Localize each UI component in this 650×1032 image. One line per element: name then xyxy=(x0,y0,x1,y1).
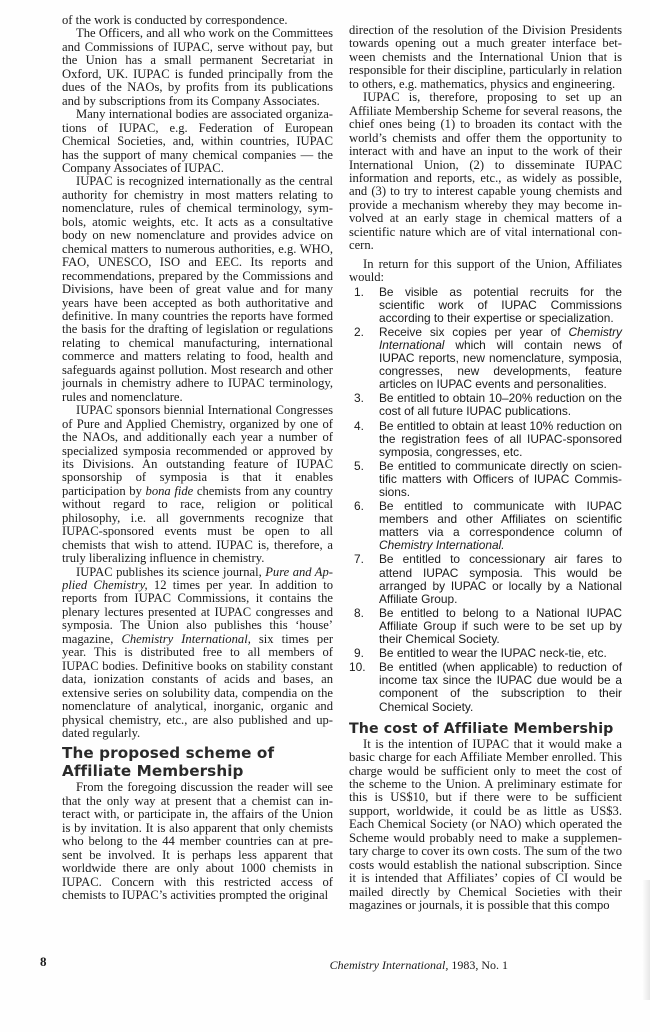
list-item xyxy=(349,392,622,418)
italic-text: Chemistry International. xyxy=(379,538,505,553)
paragraph: From the foregoing discussion the reader will see that the only way at present that a chemist can interact with, or participate in, the affairs of the Union is by invitation. It is also apparent that only chemists who belong to the 44 member countries can at present be involved. It is perhaps less apparent that worldwide there are only about 1000 chemists in IUPAC. Concern with this restricted access of chemists to IUPAC’s activities prompted the original xyxy=(62,780,333,903)
list-number: 4. xyxy=(354,418,364,433)
list-item xyxy=(349,420,622,459)
italic-text: Chemistry International, xyxy=(121,631,251,646)
list-item xyxy=(349,553,622,605)
text-run: IUPAC sponsors biennial International Congresses of Pure and Applied Chemistry, organized by one of the NAOs, and additionally each year a number of specialized symposia recommended or approved by its Divisions. An outstanding feature of IUPAC sponsorship of symposia is that it enables participation by xyxy=(62,403,333,498)
paragraph: The Officers, and all who work on the Committees and Commissions of IUPAC, serve without pay, but the Union has a small permanent Secretariat in Oxford, UK. IUPAC is funded principally from the dues of the NAOs, by profits from its publications and by subscriptions from its Company Associates. xyxy=(62,26,333,108)
list-number: 9. xyxy=(354,646,364,661)
running-footer xyxy=(330,958,508,973)
issue-info: 1983, No. 1 xyxy=(448,958,508,972)
list-item xyxy=(349,460,622,499)
list-number: 3. xyxy=(354,391,364,406)
list-text: Be entitled to communicate directly on scientific matters with Officers of IUPAC Commissions. xyxy=(379,458,622,500)
paragraph: of the work is conducted by correspondence. xyxy=(62,13,288,27)
list-number: 2. xyxy=(354,324,364,339)
list-item xyxy=(349,647,622,660)
list-item xyxy=(349,500,622,552)
section-heading: The proposed scheme of Affiliate Membership xyxy=(62,744,275,780)
text-run: IUPAC publishes its science journal, xyxy=(76,564,266,579)
list-number: 6. xyxy=(354,499,364,514)
paragraph: In return for this support of the Union, Affiliates would: xyxy=(349,256,622,285)
list-text: Be entitled to obtain 10–20% reduction on the cost of all future IUPAC publications. xyxy=(379,391,622,419)
italic-text: Chemistry International xyxy=(379,324,622,352)
paragraph: IUPAC is, therefore, proposing to set up an Affiliate Membership Scheme for several reasons, the chief ones being (1) to broaden its contact with the world’s chemists and offer them the opportunity to interact with and have an input to the work of their International Union, (2) to disseminate IUPAC information and reports, etc., as widely as possible, and (3) to try to interest capable young chemists and provide a mechanism whereby they may become involved at an early stage in chemical matters of a scientific nature which are of vital international concern. xyxy=(349,90,622,253)
paragraph: direction of the resolution of the Division Presidents towards opening out a much greater interface between chemists and the International Union that is responsible for their discipline, particularly in relation to others, e.g. mathematics, physics and engineering. xyxy=(349,23,622,91)
paragraph xyxy=(62,404,333,565)
list-text: Be entitled to communicate with IUPAC members and other Affiliates on scientific matters via a correspondence column of xyxy=(379,499,622,540)
list-number: 5. xyxy=(354,458,364,473)
italic-text: Pure and Applied Chemistry, xyxy=(62,564,333,593)
paragraph: IUPAC is recognized internationally as the central authority for chemistry in most matters relating to nomenclature, rules of chemical terminology, symbols, atomic weights, etc. It acts as a consultative body on new nomenclature and provides advice on chemical matters to numerous authorities, e.g. WHO, FAO, UNESCO, ISO and EEC. Its reports and recommendations, prepared by the Commissions and Divisions, have been of great value and for many years have been accepted as both authoritative and definitive. In many countries the reports have formed the basis for the drafting of legislation or regulations relating to chemical manufacturing, international commerce and matters relating to food, health and safeguards against pollution. Most research and other journals in chemistry adhere to IUPAC terminology, rules and nomenclature. xyxy=(62,174,333,404)
italic-text: bona fide xyxy=(145,483,194,498)
left-column xyxy=(62,14,333,903)
page-edge-shadow xyxy=(642,880,650,1000)
right-column xyxy=(349,24,622,913)
list-number: 10. xyxy=(349,660,366,675)
list-number: 8. xyxy=(354,605,364,620)
page-number: 8 xyxy=(40,954,47,969)
list-number: 1. xyxy=(354,284,364,299)
list-number: 7. xyxy=(354,552,364,567)
text-run: six times per year. This is distributed free to all members of IUPAC bodies. Definitive books on stability constant data, ionization constants of acids and bases, an extensive series on solubility data, compendia on the nomenclature of analytical, inorganic, organic and physical chemistry, etc., are also published and updated regularly. xyxy=(62,631,334,741)
paragraph xyxy=(62,566,333,741)
benefits-list xyxy=(349,286,622,714)
list-text: Be entitled to wear the IUPAC neck-tie, etc. xyxy=(379,646,607,661)
paragraph: It is the intention of IUPAC that it would make a basic charge for each Affiliate Member enrolled. This charge would be sufficient only to meet the cost of the scheme to the Union. A preliminary estimate for this is US$10, but if there were to be sufficient support, worldwide, it could be as little as US$3. Each Chemical Society (or NAO) which operated the Scheme would probably need to make a supplementary charge to cover its own costs. The sum of the two costs would establish the national subscription. Since it is intended that Affiliates’ copies of CI would be mailed directly by Chemical Societies with their magazines or journals, it is possible that this compo xyxy=(349,736,622,913)
text-run: 12 times per year. In addition to reports from IUPAC Commissions, it contains the plenary lectures presented at IUPAC congresses and symposia. The Union also publishes this ‘house’ magazine, xyxy=(62,578,333,646)
list-item xyxy=(349,286,622,325)
list-text: Be visible as potential recruits for the scientific work of IUPAC Commissions according to their expertise or specialization. xyxy=(379,284,622,325)
list-item xyxy=(349,607,622,646)
journal-title: Chemistry International, xyxy=(329,958,449,972)
list-item xyxy=(349,326,622,391)
list-text: Be entitled to obtain at least 10% reduction on the registration fees of all IUPAC-sponsored symposia, congresses, etc. xyxy=(379,418,622,459)
paragraph: Many international bodies are associated organizations of IUPAC, e.g. Federation of European Chemical Societies, and, within countries, IUPAC has the support of many chemical companies — the Company Associates of IUPAC. xyxy=(62,107,333,175)
list-text: which will contain news of IUPAC reports, new nomenclature, symposia, congresses, new developments, feature articles on IUPAC events and personalities. xyxy=(379,337,622,392)
list-text: Be entitled (when applicable) to reduction of income tax since the IUPAC due would be a component of the subscription to their Chemical Society. xyxy=(379,660,622,714)
list-item xyxy=(349,661,622,713)
list-text: Be entitled to concessionary air fares to attend IUPAC symposia. This would be arranged by IUPAC or locally by a National Affiliate Group. xyxy=(379,552,622,606)
section-heading: The cost of Affiliate Membership xyxy=(349,720,614,737)
list-text: Be entitled to belong to a National IUPAC Affiliate Group if such were to be set up by their Chemical Society. xyxy=(379,605,622,647)
list-text: Receive six copies per year of xyxy=(379,324,569,339)
text-run: chemists from any country without regard to race, religion or political philosophy, i.e. all governments recognize that IUPAC-sponsored events must be open to all chemists that wish to attend. IUPAC is, therefore, a truly liberalizing influence in chemistry. xyxy=(62,483,333,566)
